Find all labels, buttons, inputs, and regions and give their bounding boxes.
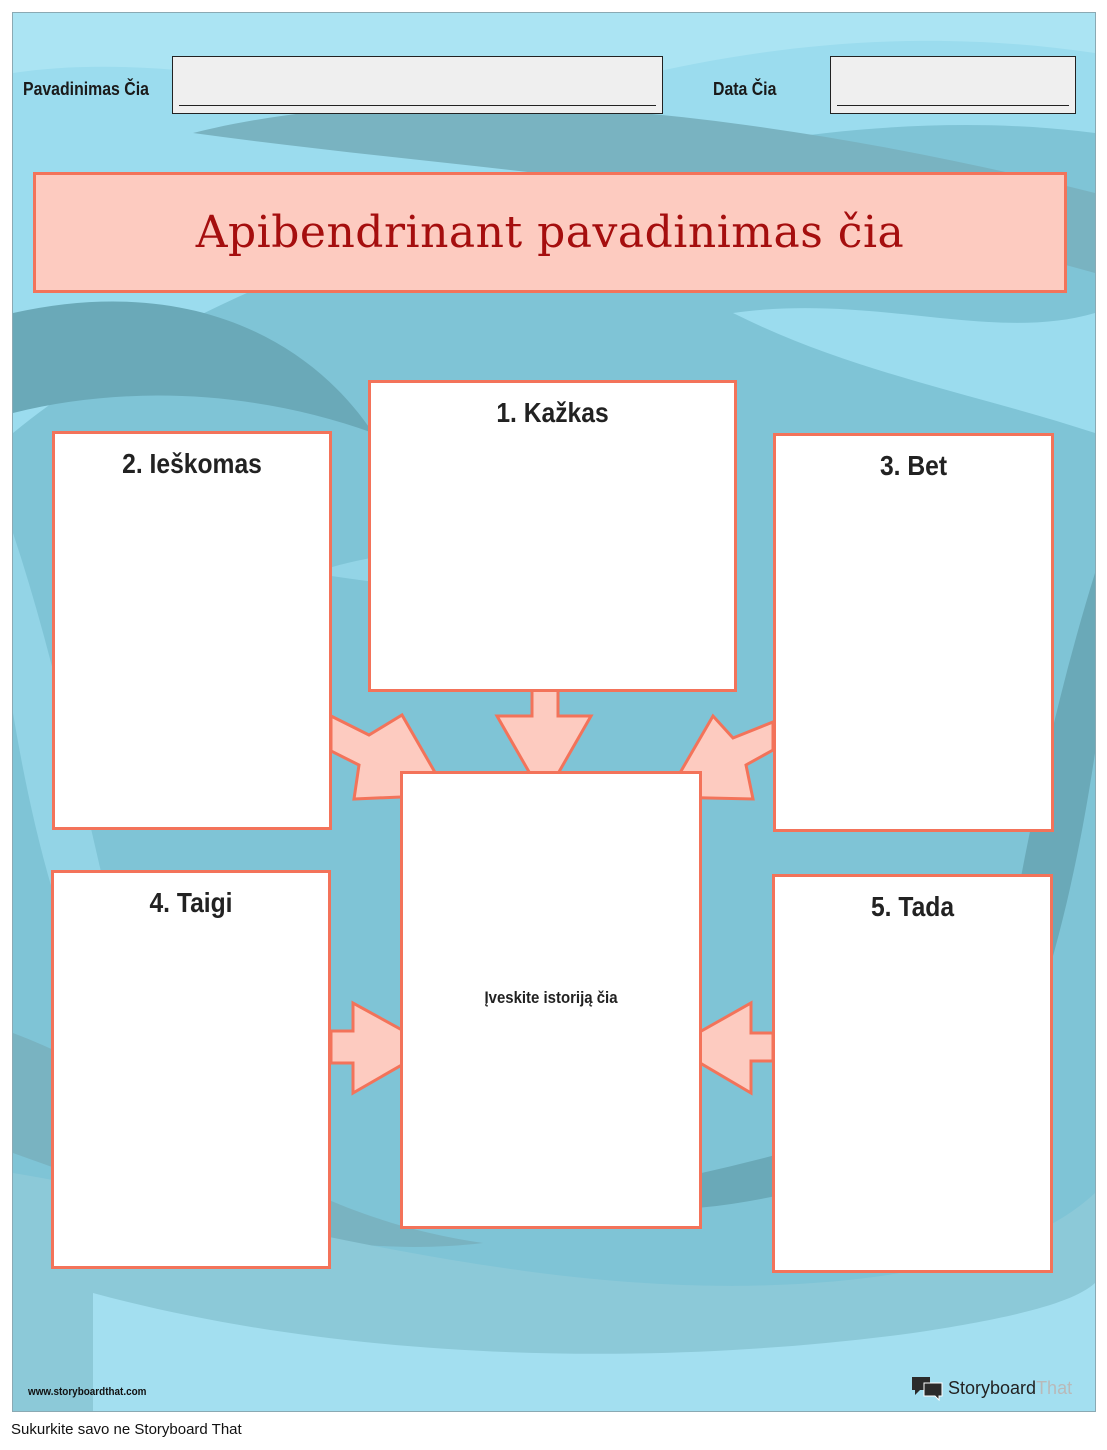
worksheet <box>12 12 1096 1412</box>
card-but[interactable] <box>773 433 1054 832</box>
speech-bubbles-icon <box>910 1375 944 1401</box>
card-then[interactable] <box>772 874 1053 1273</box>
logo-wordmark-light: That <box>1036 1377 1073 1398</box>
worksheet-title: Apibendrinant pavadinimas čia <box>195 207 905 258</box>
card-wanted[interactable] <box>52 431 332 830</box>
date-label: Data Čia <box>713 79 777 99</box>
card-somebody[interactable] <box>368 380 737 692</box>
footer-url[interactable]: www.storyboardthat.com <box>28 1386 147 1398</box>
card-so-title: 4. Taigi <box>149 887 233 918</box>
logo-wordmark-dark: Storyboard <box>948 1377 1037 1398</box>
card-so[interactable] <box>51 870 331 1269</box>
card-summary[interactable] <box>400 771 702 1229</box>
card-but-title: 3. Bet <box>879 450 948 481</box>
card-somebody-title: 1. Kažkas <box>496 397 609 428</box>
storyboardthat-logo <box>910 1373 1072 1403</box>
credit-link[interactable]: Sukurkite savo ne Storyboard That <box>11 1421 242 1438</box>
name-label: Pavadinimas Čia <box>23 79 149 99</box>
summary-prompt: Įveskite istoriją čia <box>484 988 618 1007</box>
card-wanted-title: 2. Ieškomas <box>122 448 262 479</box>
card-then-title: 5. Tada <box>870 891 955 922</box>
logo-wordmark <box>948 1378 1072 1399</box>
